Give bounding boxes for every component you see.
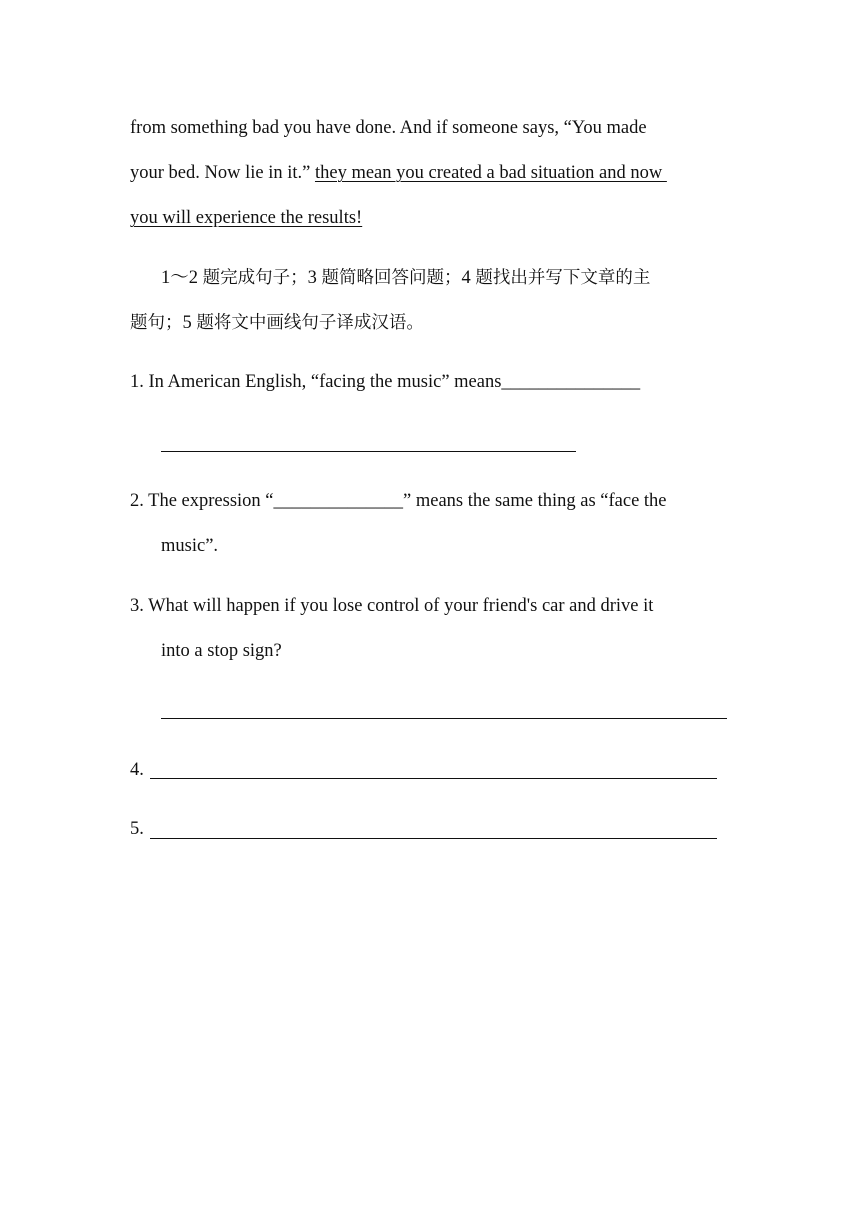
instruction-part: 1～2 — [161, 268, 203, 288]
instruction-part: 5 — [182, 313, 197, 333]
question-5-number: 5. — [130, 819, 144, 839]
instruction-part: 4 — [461, 268, 476, 288]
passage-line-2 — [130, 162, 667, 184]
underlined-sentence: they mean you created a bad situation and now — [314, 163, 667, 183]
instructions-line-2 — [130, 312, 424, 334]
underlined-sentence: you will experience the results! — [130, 208, 363, 228]
answer-blank-5[interactable] — [150, 838, 717, 839]
answer-blank-1[interactable] — [161, 451, 576, 452]
passage-text: your bed. Now lie in it.” — [130, 163, 315, 183]
instruction-part: 题找出并写下文章的主 — [475, 268, 651, 288]
instruction-part: 题将文中画线句子译成汉语。 — [196, 313, 424, 333]
passage-text: from something bad you have done. And if someone says, “You made — [130, 118, 647, 138]
question-2-line-2: music”. — [161, 536, 219, 556]
answer-blank-4[interactable] — [150, 778, 717, 779]
instruction-part: 题句； — [130, 313, 183, 333]
instruction-part: 题完成句子； — [202, 268, 308, 288]
instruction-part: 题简略回答问题； — [321, 268, 462, 288]
passage-line-1 — [130, 117, 647, 139]
instruction-part: 3 — [307, 268, 322, 288]
question-4-number: 4. — [130, 760, 144, 780]
passage-line-3 — [130, 207, 362, 229]
answer-blank-3[interactable] — [161, 718, 727, 719]
instructions-line-1 — [161, 267, 650, 289]
question-1: 1. In American English, “facing the music” means_______________ — [130, 372, 641, 392]
question-3-line-2: into a stop sign? — [161, 641, 282, 661]
question-3-line-1: 3. What will happen if you lose control of your friend's car and drive it — [130, 596, 654, 616]
question-2-line-1: 2. The expression “______________” means the same thing as “face the — [130, 491, 667, 511]
